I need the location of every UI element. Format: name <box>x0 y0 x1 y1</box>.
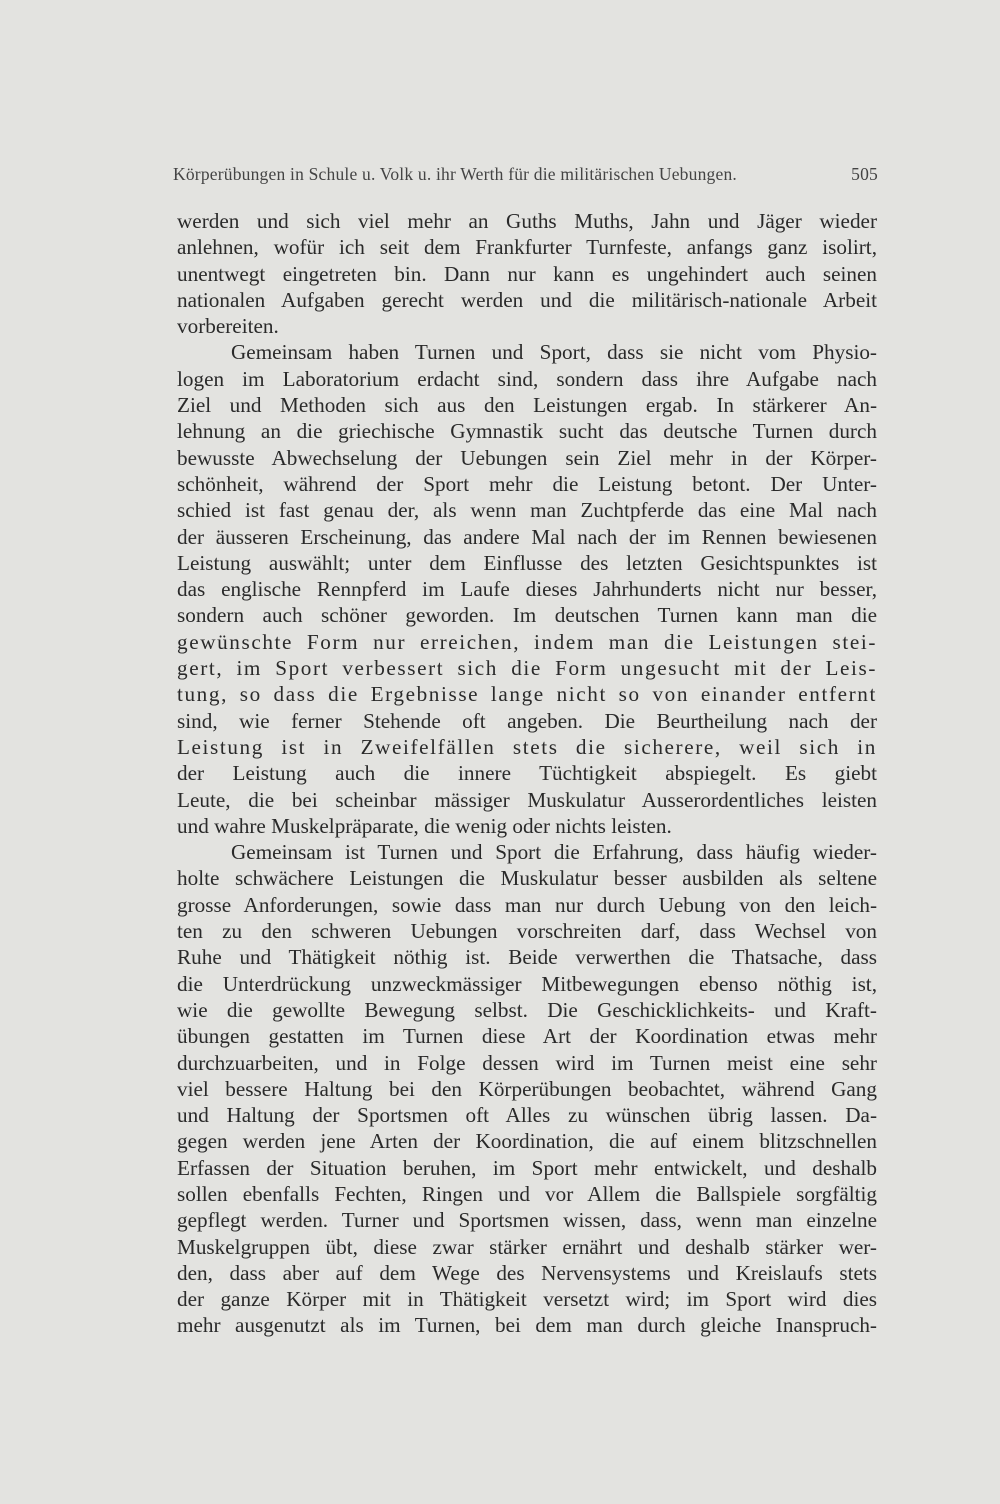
text-line: durchzuarbeiten, und in Folge dessen wird im Turnen meist eine sehr <box>177 1050 877 1075</box>
text-line: der ganze Körper mit in Thätigkeit versetzt wird; im Sport wird dies <box>177 1287 877 1312</box>
text-line: Leistung ist in Zweifelfällen stets die sicherere, weil sich in <box>177 734 877 759</box>
text-line: gegen werden jene Arten der Koordination, die auf einem blitzschnellen <box>177 1129 877 1154</box>
page-number: 505 <box>851 164 878 184</box>
text-line: der äusseren Erscheinung, das andere Mal nach der im Rennen bewiesenen <box>177 524 877 549</box>
text-line: Leute, die bei scheinbar mässiger Muskulatur Ausserordentliches leisten <box>177 787 877 812</box>
text-line: Gemeinsam ist Turnen und Sport die Erfahrung, dass häufig wieder- <box>231 840 877 865</box>
running-title: Körperübungen in Schule u. Volk u. ihr Werth für die militärischen Uebungen. <box>173 164 737 184</box>
text-line: Gemeinsam haben Turnen und Sport, dass sie nicht vom Physio- <box>231 340 877 365</box>
text-line: holte schwächere Leistungen die Muskulatur besser ausbilden als seltene <box>177 866 877 891</box>
text-line: schied ist fast genau der, als wenn man Zuchtpferde das eine Mal nach <box>177 498 877 523</box>
text-line: lehnung an die griechische Gymnastik sucht das deutsche Turnen durch <box>177 419 877 444</box>
text-line: sollen ebenfalls Fechten, Ringen und vor Allem die Ballspiele sorgfältig <box>177 1181 877 1206</box>
text-line: Erfassen der Situation beruhen, im Sport mehr entwickelt, und deshalb <box>177 1155 877 1180</box>
text-line: übungen gestatten im Turnen diese Art der Koordination etwas mehr <box>177 1024 877 1049</box>
text-line: und wahre Muskelpräparate, die wenig oder nichts leisten. <box>177 813 672 838</box>
text-line: und Haltung der Sportsmen oft Alles zu wünschen übrig lassen. Da- <box>177 1103 877 1128</box>
text-line: logen im Laboratorium erdacht sind, sondern dass ihre Aufgabe nach <box>177 366 877 391</box>
text-line: werden und sich viel mehr an Guths Muths, Jahn und Jäger wieder <box>177 209 877 233</box>
text-line: Leistung auswählt; unter dem Einflusse des letzten Gesichtspunktes ist <box>177 550 877 575</box>
text-line: ten zu den schweren Uebungen vorschreiten darf, dass Wechsel von <box>177 919 877 944</box>
text-line: grosse Anforderungen, sowie dass man nur durch Uebung von den leich- <box>177 892 877 917</box>
body-text <box>177 208 877 1339</box>
text-line: bewusste Abwechselung der Uebungen sein Ziel mehr in der Körper- <box>177 445 877 470</box>
text-line: gewünschte Form nur erreichen, indem man die Leistungen stei- <box>177 629 877 654</box>
text-line: Ziel und Methoden sich aus den Leistungen ergab. In stärkerer An- <box>177 393 877 418</box>
text-line: das englische Rennpferd im Laufe dieses Jahrhunderts nicht nur besser, <box>177 577 877 602</box>
text-line: die Unterdrückung unzweckmässiger Mitbewegungen ebenso nöthig ist, <box>177 971 877 996</box>
text-line: mehr ausgenutzt als im Turnen, bei dem man durch gleiche Inanspruch- <box>177 1313 877 1338</box>
text-line: schönheit, während der Sport mehr die Leistung betont. Der Unter- <box>177 471 877 496</box>
text-line: sind, wie ferner Stehende oft angeben. Die Beurtheilung nach der <box>177 708 877 733</box>
text-line: Ruhe und Thätigkeit nöthig ist. Beide verwerthen die Thatsache, dass <box>177 945 877 970</box>
text-line: gepflegt werden. Turner und Sportsmen wissen, dass, wenn man einzelne <box>177 1208 877 1233</box>
text-line: vorbereiten. <box>177 314 279 339</box>
running-header <box>173 164 878 185</box>
text-line: gert, im Sport verbessert sich die Form ungesucht mit der Leis- <box>177 656 877 681</box>
text-line: anlehnen, wofür ich seit dem Frankfurter Turnfeste, anfangs ganz isolirt, <box>177 235 877 260</box>
text-line: der Leistung auch die innere Tüchtigkeit abspiegelt. Es giebt <box>177 761 877 786</box>
text-line: viel bessere Haltung bei den Körperübungen beobachtet, während Gang <box>177 1076 877 1101</box>
text-line: tung, so dass die Ergebnisse lange nicht so von einander entfernt <box>177 682 877 707</box>
text-line: unentwegt eingetreten bin. Dann nur kann es ungehindert auch seinen <box>177 261 877 286</box>
text-line: sondern auch schöner geworden. Im deutschen Turnen kann man die <box>177 603 877 628</box>
text-line: wie die gewollte Bewegung selbst. Die Geschicklichkeits- und Kraft- <box>177 997 877 1022</box>
text-line: Muskelgruppen übt, diese zwar stärker ernährt und deshalb stärker wer- <box>177 1234 877 1259</box>
text-line: den, dass aber auf dem Wege des Nervensystems und Kreislaufs stets <box>177 1260 877 1285</box>
text-line: nationalen Aufgaben gerecht werden und die militärisch-nationale Arbeit <box>177 287 877 312</box>
